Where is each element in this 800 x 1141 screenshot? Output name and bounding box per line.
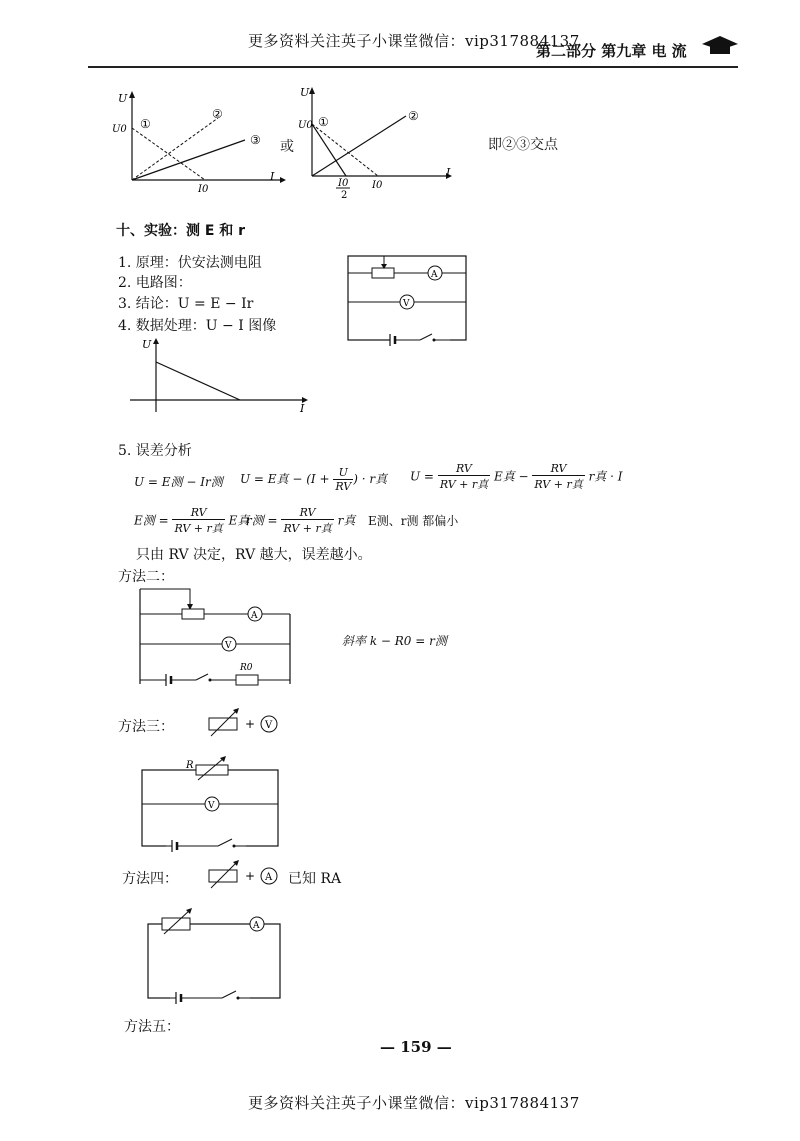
eq5-frac — [281, 506, 333, 536]
m2-voltmeter-label: V — [225, 641, 232, 651]
m3-plus: + — [245, 717, 256, 731]
m4-plus: + — [245, 869, 256, 883]
frac-u: U — [333, 466, 353, 480]
u0-label: U0 — [112, 124, 127, 135]
eq3-frac1-den: RV + r真 — [439, 478, 489, 491]
eq4-frac — [172, 506, 224, 536]
item-diagram: 2. 电路图： — [118, 275, 192, 291]
eq3-frac1-num: RV — [438, 462, 490, 476]
ammeter-label: A — [431, 270, 438, 280]
u-over-rv — [333, 466, 353, 493]
both-small-note: E测、r测 都偏小 — [368, 514, 459, 528]
u0-label-2: U0 — [298, 120, 313, 131]
eq-true-right: ) · r真 — [353, 472, 388, 486]
m4-a-symbol: A — [265, 872, 273, 883]
eq4-frac-den: RV + r真 — [174, 522, 223, 535]
m4-ammeter-label: A — [253, 921, 260, 931]
page-number: — 159 — — [380, 1038, 452, 1056]
or-word: 或 — [280, 139, 294, 155]
half-i0-den: 2 — [341, 190, 348, 201]
eq5-left: r测 = — [246, 513, 278, 528]
eq-measured: U = E测 − Ir测 — [134, 475, 223, 489]
intersection-note: 即②③交点 — [488, 137, 558, 153]
mortarboard-icon — [700, 32, 740, 56]
eq-true-paren: (I + — [306, 472, 330, 486]
error-title: 5. 误差分析 — [118, 443, 192, 459]
half-i0-num: I0 — [338, 178, 349, 189]
chapter-title: 第二部分 第九章 电 流 — [536, 42, 687, 60]
eq3-frac2-num: RV — [532, 462, 584, 476]
u-axis-label-3: U — [142, 338, 152, 351]
eq3-right: r真 · I — [588, 469, 623, 484]
ui-graph-left — [110, 88, 290, 198]
i-axis-label: I — [270, 170, 275, 183]
ui-image-graph — [130, 336, 310, 416]
item-conclusion: 3. 结论：U = E − Ir — [118, 296, 254, 312]
circuit-method4 — [140, 906, 290, 1006]
eq-true — [240, 466, 387, 493]
i0-label-2: I0 — [372, 180, 383, 191]
i-axis-label-3: I — [300, 402, 305, 415]
line1-label: ① — [140, 117, 151, 131]
frac-rv: RV — [335, 480, 352, 493]
line2-label: ② — [212, 107, 223, 121]
eq4-frac-num: RV — [172, 506, 224, 520]
r0-label: R0 — [240, 663, 253, 673]
slope-note: 斜率 k − R0 = r测 — [342, 634, 447, 648]
method2-label: 方法二： — [118, 569, 174, 585]
circuit-main — [340, 250, 475, 350]
eq5-frac-den: RV + r真 — [283, 522, 332, 535]
i-axis-label-2: I — [446, 166, 451, 179]
eq3-mid: E真 − — [493, 469, 529, 484]
method5-label: 方法五： — [124, 1019, 180, 1035]
eq-expanded — [410, 462, 622, 492]
eq5-right: r真 — [337, 513, 356, 528]
eq5-frac-num: RV — [281, 506, 333, 520]
circuit-method3 — [136, 756, 286, 852]
eq3-left: U = — [410, 469, 434, 484]
item-principle: 1. 原理：伏安法测电阻 — [118, 255, 262, 271]
rv-note: 只由 RV 决定，RV 越大，误差越小。 — [136, 547, 372, 563]
m2-ammeter-label: A — [251, 611, 258, 621]
line1-label-2: ① — [318, 115, 329, 129]
header-rule — [88, 66, 738, 68]
eq4-left: E测 = — [134, 513, 169, 528]
section-title: 十、实验：测 E 和 r — [116, 223, 246, 239]
known-ra: 已知 RA — [288, 871, 342, 887]
item-data: 4. 数据处理：U − I 图像 — [118, 318, 277, 334]
m3-v-symbol: V — [265, 720, 273, 731]
eq3-frac2-den: RV + r真 — [534, 478, 583, 491]
m3-r-label: R — [186, 760, 194, 771]
bottom-notice: 更多资料关注英子小课堂微信：vip317884137 — [248, 1094, 580, 1112]
u-axis-label: U — [118, 92, 128, 105]
eq3-frac1 — [438, 462, 490, 492]
eq-true-left: U = E真 − — [240, 472, 307, 486]
eq-r-measured — [246, 506, 355, 536]
i0-label: I0 — [198, 184, 209, 195]
m3-voltmeter-label: V — [208, 801, 215, 811]
line3-label: ③ — [250, 133, 261, 147]
m3-components — [205, 706, 315, 742]
method3-label: 方法三： — [118, 719, 174, 735]
m4-components — [205, 858, 285, 894]
eq-e-measured — [134, 506, 249, 536]
eq3-frac2 — [532, 462, 584, 492]
voltmeter-label: V — [403, 299, 410, 309]
line2-label-2: ② — [408, 109, 419, 123]
circuit-method2 — [130, 584, 300, 690]
top-notice: 更多资料关注英子小课堂微信：vip317884137 — [248, 32, 580, 50]
u-axis-label-2: U — [300, 86, 310, 99]
ui-graph-right — [296, 82, 466, 202]
eq4-right: E真 — [228, 513, 250, 528]
method4-label: 方法四： — [122, 871, 178, 887]
